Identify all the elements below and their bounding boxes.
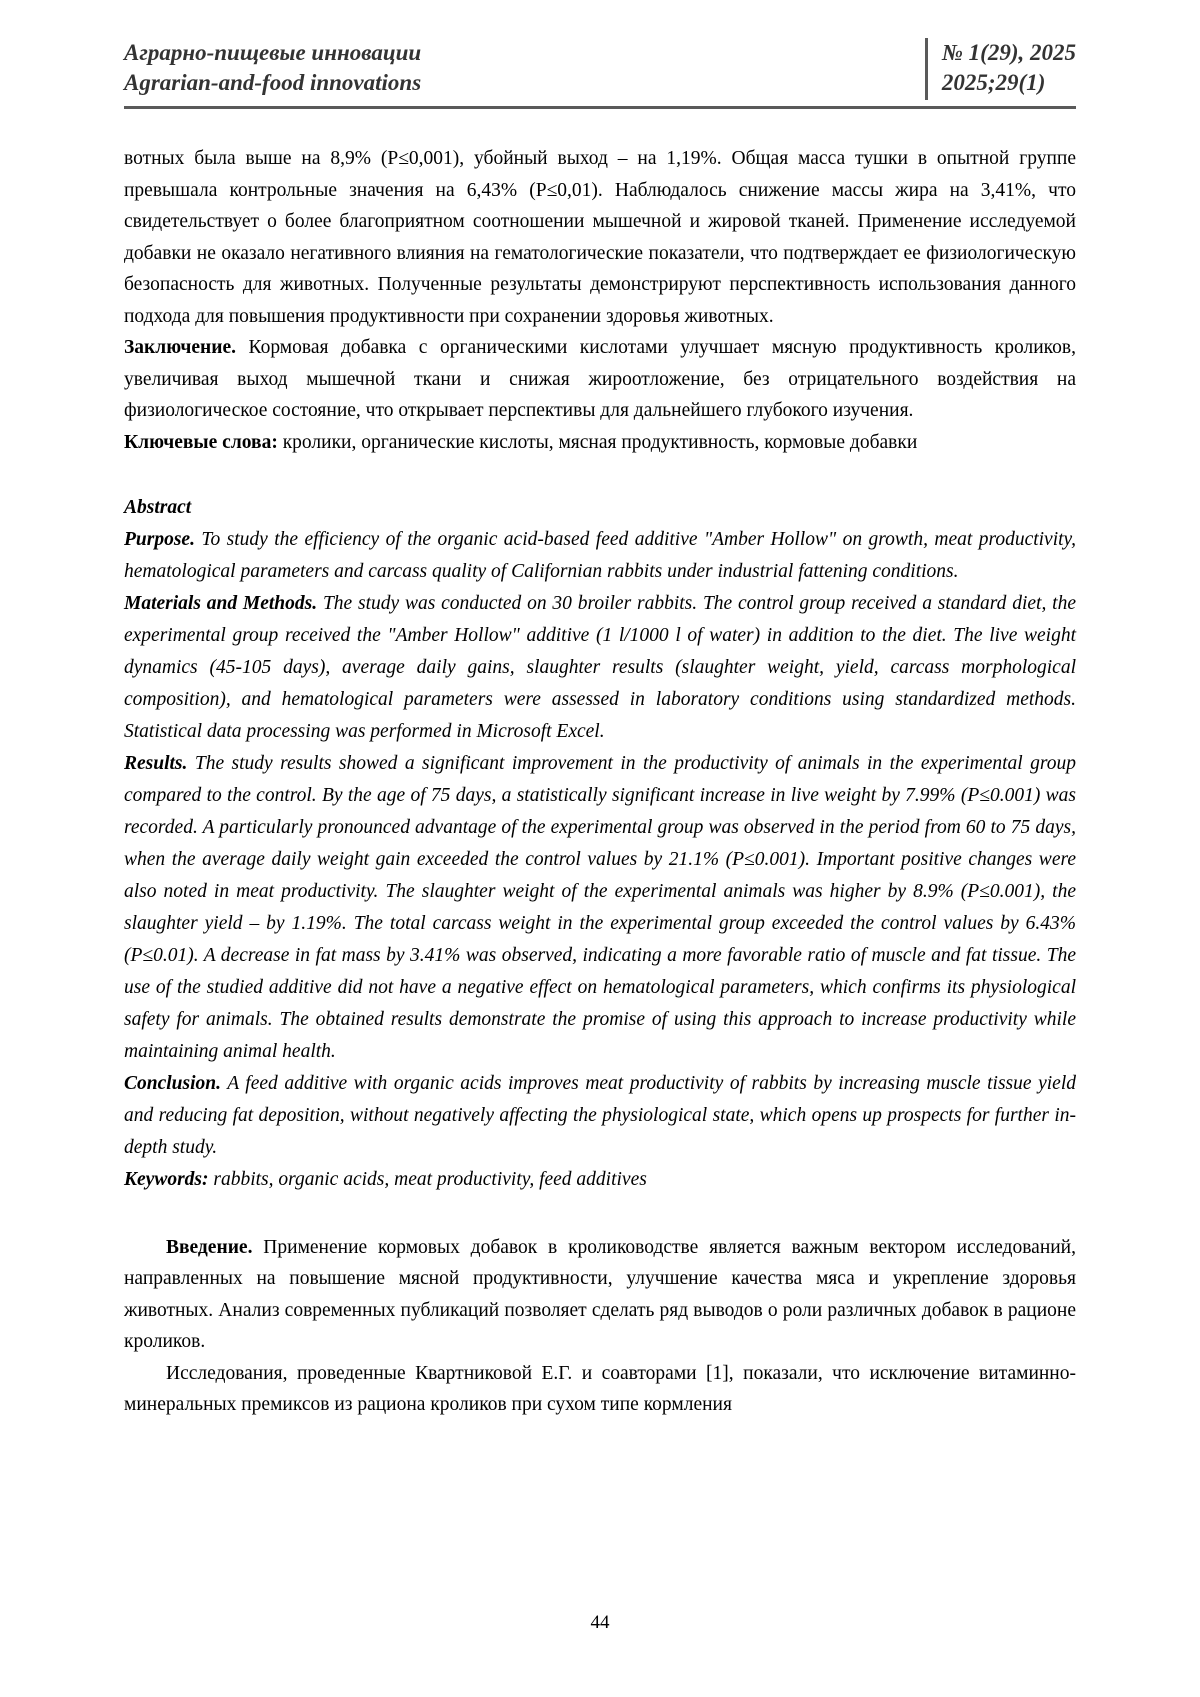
abstract-results-label: Results. [124, 752, 188, 774]
abstract-keywords-text: rabbits, organic acids, meat productivity, feed additives [208, 1168, 647, 1190]
journal-title-block [124, 38, 421, 98]
abstract-purpose [124, 524, 1076, 588]
issue-line-2: 2025;29(1) [941, 70, 1046, 95]
abstract-results-text: The study results showed a significant improvement in the productivity of animals in the experimental group compared to the control. By the age of 75 days, a statistically significant increase in live weight by 7.99% (P≤0.001) was recorded. A particularly pronounced advantage of the experimental group was observed in the period from 60 to 75 days, when the average daily weight gain exceeded the control values by 21.1% (P≤0.001). Important positive changes were also noted in meat productivity. The slaughter weight of the experimental animals was higher by 8.9% (P≤0.001), the slaughter yield – by 1.19%. The total carcass weight in the experimental group exceeded the control values by 6.43% (P≤0.01). A decrease in fat mass by 3.41% was observed, indicating a more favorable ratio of muscle and fat tissue. The use of the studied additive did not have a negative effect on hematological parameters, which confirms its physiological safety for animals. The obtained results demonstrate the promise of using this approach to increase productivity while maintaining animal health. [124, 752, 1076, 1062]
journal-title-en: Agrarian-and-food innovations [124, 70, 422, 95]
abstract-conclusion [124, 1068, 1076, 1164]
conclusion-text-ru: Кормовая добавка с органическими кислотами улучшает мясную продуктивность кроликов, увеличивая выход мышечной ткани и снижая жироотложение, без отрицательного воздействия на физиологическое состояние, что открывает перспективы для дальнейшего глубокого изучения. [124, 337, 1076, 421]
abstract-keywords-label: Keywords: [124, 1168, 209, 1190]
page-header [124, 38, 1076, 109]
abstract-conclusion-text: A feed additive with organic acids improves meat productivity of rabbits by increasing muscle tissue yield and reducing fat deposition, without negatively affecting the physiological state, which opens up prospects for further in-depth study. [124, 1072, 1076, 1158]
conclusion-paragraph-ru [124, 332, 1076, 427]
introduction-label: Введение. [166, 1236, 253, 1258]
introduction-paragraph-2: Исследования, проведенные Квартниковой Е.Г. и соавторами [1], показали, что исключение витаминно-минеральных премиксов из рациона кроликов при сухом типе кормления [124, 1362, 1076, 1415]
abstract-methods-label: Materials and Methods. [124, 592, 318, 614]
abstract-purpose-label: Purpose. [124, 528, 195, 550]
keywords-text-ru: кролики, органические кислоты, мясная продуктивность, кормовые добавки [277, 431, 918, 453]
conclusion-label-ru: Заключение. [124, 337, 237, 358]
abstract-purpose-text: To study the efficiency of the organic acid-based feed additive "Amber Hollow" on growth, meat productivity, hematological parameters and carcass quality of Californian rabbits under industrial fattening conditions. [124, 528, 1076, 582]
keywords-label-ru: Ключевые слова: [124, 431, 278, 453]
abstract-methods [124, 588, 1076, 748]
introduction-paragraph-1 [124, 1232, 1076, 1358]
page-number: 44 [590, 1612, 610, 1633]
continued-paragraph: вотных была выше на 8,9% (P≤0,001), убойный выход – на 1,19%. Общая масса тушки в опытной группе превышала контрольные значения на 6,43% (P≤0,01). Наблюдалось снижение массы жира на 3,41%, что свидетельствует о более благоприятном соотношении мышечной и жировой тканей. Применение исследуемой добавки не оказало негативного влияния на гематологические показатели, что подтверждает ее физиологическую безопасность для животных. Полученные результаты демонстрируют перспективность использования данного подхода для повышения продуктивности при сохранении здоровья животных. [124, 148, 1076, 327]
abstract-conclusion-label: Conclusion. [124, 1072, 221, 1094]
journal-title-ru: Аграрно-пищевые инновации [124, 40, 422, 65]
introduction-text-1: Применение кормовых добавок в кролиководстве является важным вектором исследований, направленных на повышение мясной продуктивности, улучшение качества мяса и укрепление здоровья животных. Анализ современных публикаций позволяет сделать ряд выводов о роли различных добавок в рационе кроликов. [124, 1236, 1076, 1352]
page-content [124, 143, 1076, 1421]
abstract-heading: Abstract [124, 497, 192, 518]
abstract-methods-text: The study was conducted on 30 broiler rabbits. The control group received a standard diet, the experimental group received the "Amber Hollow" additive (1 l/1000 l of water) in addition to the diet. The live weight dynamics (45-105 days), average daily gains, slaughter results (slaughter weight, yield, carcass morphological composition), and hematological parameters were assessed in laboratory conditions using standardized methods. Statistical data processing was performed in Microsoft Excel. [124, 592, 1076, 742]
abstract-keywords [124, 1164, 1076, 1196]
keywords-paragraph-ru [124, 427, 1076, 459]
abstract-section [124, 492, 1076, 1196]
issue-line-1: № 1(29), 2025 [941, 40, 1076, 65]
abstract-results [124, 748, 1076, 1068]
introduction-section [124, 1232, 1076, 1421]
russian-section [124, 143, 1076, 458]
issue-info [925, 38, 1076, 100]
